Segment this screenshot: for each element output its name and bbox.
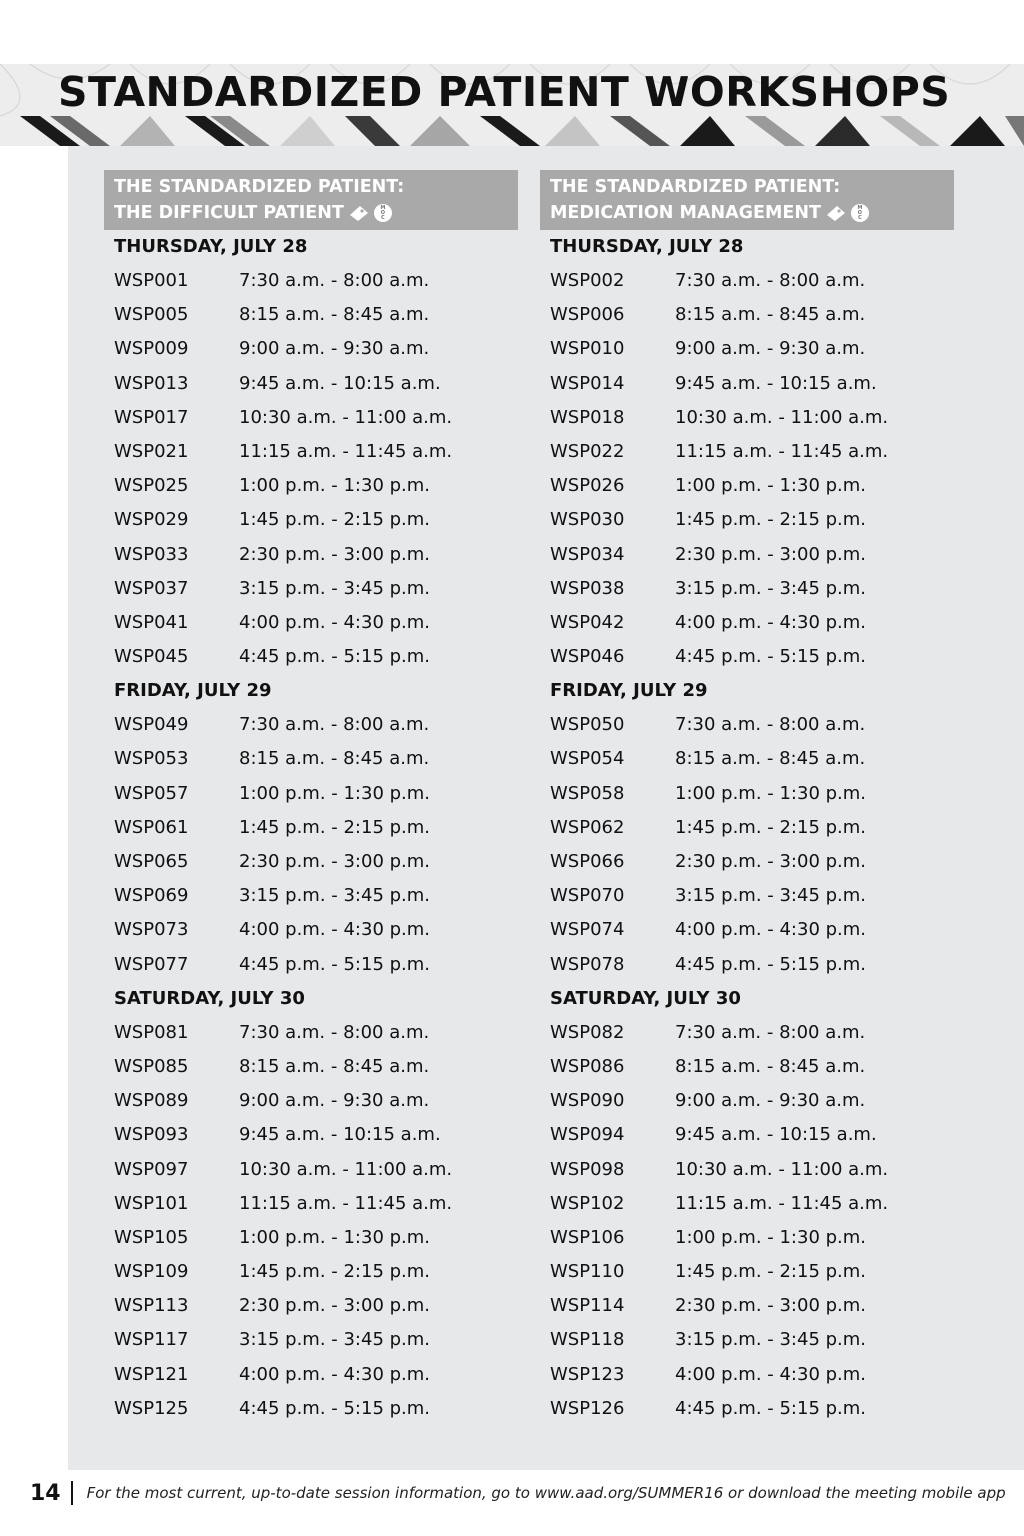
session-row: [104, 298, 518, 332]
session-row: [104, 1153, 518, 1187]
session-row: [540, 708, 954, 742]
session-row: [540, 811, 954, 845]
session-code: WSP033: [114, 543, 189, 565]
session-code: WSP089: [114, 1090, 189, 1112]
session-time: 7:30 a.m. - 8:00 a.m.: [675, 1021, 866, 1043]
session-time: 2:30 p.m. - 3:00 p.m.: [675, 543, 867, 565]
session-code: WSP009: [114, 338, 189, 360]
session-code: WSP013: [114, 372, 189, 394]
session-row: [104, 264, 518, 298]
session-time: 2:30 p.m. - 3:00 p.m.: [239, 851, 431, 872]
session-row: [540, 332, 954, 366]
session-row: [104, 879, 518, 913]
session-row: [104, 367, 518, 401]
session-time: 11:15 a.m. - 11:45 a.m.: [239, 440, 453, 462]
moc-badge-icon: M O C: [851, 204, 869, 222]
session-code: WSP069: [114, 885, 189, 907]
session-row: [540, 538, 954, 572]
session-row: [540, 1323, 954, 1357]
session-time: 1:00 p.m. - 1:30 p.m.: [675, 1226, 867, 1248]
session-time: 1:45 p.m. - 2:15 p.m.: [675, 816, 867, 838]
session-row: [540, 948, 954, 982]
session-row: [104, 811, 518, 845]
session-time: 2:30 p.m. - 3:00 p.m.: [675, 1295, 867, 1317]
moc-badge-icon: M O C: [374, 204, 392, 222]
session-code: WSP074: [550, 919, 625, 941]
session-row: [104, 1358, 518, 1392]
schedule-list: [540, 230, 954, 1426]
session-row: [104, 742, 518, 776]
session-code: WSP022: [550, 440, 625, 462]
session-row: [540, 298, 954, 332]
session-time: 1:45 p.m. - 2:15 p.m.: [239, 509, 431, 531]
session-row: [540, 742, 954, 776]
session-time: 11:15 a.m. - 11:45 a.m.: [239, 1192, 453, 1214]
session-time: 1:00 p.m. - 1:30 p.m.: [239, 475, 431, 497]
session-code: WSP106: [550, 1226, 625, 1248]
session-time: 2:30 p.m. - 3:00 p.m.: [675, 851, 867, 872]
ticket-icon: [825, 205, 847, 221]
session-time: 3:15 p.m. - 3:45 p.m.: [675, 885, 867, 907]
session-code: WSP121: [114, 1363, 189, 1385]
session-time: 1:45 p.m. - 2:15 p.m.: [675, 1261, 867, 1283]
session-row: [104, 1221, 518, 1255]
session-code: WSP050: [550, 714, 625, 736]
session-code: WSP105: [114, 1226, 189, 1248]
session-code: WSP014: [550, 372, 625, 394]
session-row: [540, 264, 954, 298]
session-row: [104, 1289, 518, 1323]
session-code: WSP126: [550, 1397, 625, 1419]
session-row: [540, 1255, 954, 1289]
session-code: WSP117: [114, 1329, 189, 1351]
session-row: [540, 913, 954, 947]
session-code: WSP094: [550, 1124, 625, 1146]
session-code: WSP058: [550, 782, 625, 804]
session-row: [104, 845, 518, 879]
session-time: 4:00 p.m. - 4:30 p.m.: [675, 1363, 867, 1385]
session-row: [540, 1118, 954, 1152]
session-code: WSP123: [550, 1363, 625, 1385]
page-footer: [30, 1478, 1006, 1508]
session-code: WSP090: [550, 1090, 625, 1112]
session-time: 3:15 p.m. - 3:45 p.m.: [239, 1329, 431, 1351]
session-code: WSP110: [550, 1261, 625, 1283]
session-row: [540, 1016, 954, 1050]
footer-note: For the most current, up-to-date session information, go to www.aad.org/SUMMER16 or download the meeting mobile app: [86, 1484, 1006, 1502]
session-time: 8:15 a.m. - 8:45 a.m.: [239, 748, 430, 770]
session-row: [540, 1153, 954, 1187]
session-time: 1:45 p.m. - 2:15 p.m.: [239, 1261, 431, 1283]
session-code: WSP017: [114, 406, 189, 428]
session-code: WSP038: [550, 577, 625, 599]
session-row: [104, 1084, 518, 1118]
session-time: 9:00 a.m. - 9:30 a.m.: [239, 1090, 430, 1112]
session-time: 4:45 p.m. - 5:15 p.m.: [239, 646, 431, 668]
session-row: [540, 1050, 954, 1084]
session-time: 7:30 a.m. - 8:00 a.m.: [239, 714, 430, 736]
session-row: [104, 913, 518, 947]
session-code: WSP114: [550, 1295, 625, 1317]
session-time: 7:30 a.m. - 8:00 a.m.: [239, 270, 430, 291]
session-time: 9:45 a.m. - 10:15 a.m.: [239, 372, 441, 394]
session-time: 10:30 a.m. - 11:00 a.m.: [675, 1158, 889, 1180]
session-row: [540, 469, 954, 503]
session-code: WSP125: [114, 1397, 189, 1419]
session-time: 8:15 a.m. - 8:45 a.m.: [239, 1055, 430, 1077]
session-row: [104, 606, 518, 640]
session-code: WSP082: [550, 1021, 625, 1043]
session-time: 8:15 a.m. - 8:45 a.m.: [239, 304, 430, 326]
session-row: [104, 1392, 518, 1426]
session-code: WSP098: [550, 1158, 625, 1180]
session-time: 11:15 a.m. - 11:45 a.m.: [675, 1192, 889, 1214]
session-time: 9:45 a.m. - 10:15 a.m.: [239, 1124, 441, 1146]
session-row: [540, 1358, 954, 1392]
session-row: [104, 1016, 518, 1050]
session-code: WSP085: [114, 1055, 189, 1077]
session-code: WSP093: [114, 1124, 189, 1146]
session-code: WSP002: [550, 270, 625, 291]
session-row: [540, 1221, 954, 1255]
session-code: WSP029: [114, 509, 189, 531]
session-code: WSP021: [114, 440, 189, 462]
session-row: [540, 503, 954, 537]
column-header: [104, 170, 518, 230]
column-medication-management: [540, 170, 954, 1426]
column-header: [540, 170, 954, 230]
session-code: WSP034: [550, 543, 625, 565]
session-time: 4:45 p.m. - 5:15 p.m.: [675, 646, 867, 668]
header-line-2: THE DIFFICULT PATIENT: [114, 203, 344, 223]
day-heading: FRIDAY, JULY 29: [550, 680, 708, 702]
session-time: 3:15 p.m. - 3:45 p.m.: [675, 1329, 867, 1351]
session-row: [540, 1392, 954, 1426]
session-time: 4:45 p.m. - 5:15 p.m.: [239, 953, 431, 975]
session-code: WSP054: [550, 748, 625, 770]
session-row: [104, 640, 518, 674]
page-title: STANDARDIZED PATIENT WORKSHOPS: [58, 68, 951, 116]
session-time: 8:15 a.m. - 8:45 a.m.: [675, 1055, 866, 1077]
header-line-1: THE STANDARDIZED PATIENT:: [114, 177, 405, 197]
session-row: [104, 1050, 518, 1084]
session-code: WSP049: [114, 714, 189, 736]
session-code: WSP053: [114, 748, 189, 770]
page-number: 14: [30, 1480, 61, 1506]
session-time: 4:00 p.m. - 4:30 p.m.: [239, 1363, 431, 1385]
column-difficult-patient: [104, 170, 518, 1426]
session-row: [104, 572, 518, 606]
session-code: WSP065: [114, 851, 189, 872]
session-code: WSP018: [550, 406, 625, 428]
session-time: 2:30 p.m. - 3:00 p.m.: [239, 1295, 431, 1317]
session-code: WSP010: [550, 338, 625, 360]
session-row: [104, 708, 518, 742]
session-code: WSP077: [114, 953, 189, 975]
session-row: [540, 606, 954, 640]
session-time: 11:15 a.m. - 11:45 a.m.: [675, 440, 889, 462]
session-time: 10:30 a.m. - 11:00 a.m.: [239, 1158, 453, 1180]
session-time: 7:30 a.m. - 8:00 a.m.: [675, 270, 866, 291]
session-row: [540, 879, 954, 913]
session-time: 1:00 p.m. - 1:30 p.m.: [675, 475, 867, 497]
session-row: [540, 1084, 954, 1118]
session-row: [540, 367, 954, 401]
session-time: 1:00 p.m. - 1:30 p.m.: [239, 782, 431, 804]
session-time: 2:30 p.m. - 3:00 p.m.: [239, 543, 431, 565]
session-row: [540, 1187, 954, 1221]
session-time: 4:45 p.m. - 5:15 p.m.: [675, 1397, 867, 1419]
day-heading: THURSDAY, JULY 28: [550, 236, 744, 257]
session-time: 9:00 a.m. - 9:30 a.m.: [239, 338, 430, 360]
session-code: WSP001: [114, 270, 189, 291]
session-time: 4:45 p.m. - 5:15 p.m.: [239, 1397, 431, 1419]
session-time: 9:00 a.m. - 9:30 a.m.: [675, 338, 866, 360]
session-time: 3:15 p.m. - 3:45 p.m.: [675, 577, 867, 599]
session-code: WSP078: [550, 953, 625, 975]
footer-divider: [71, 1481, 73, 1505]
session-row: [104, 469, 518, 503]
header-line-1: THE STANDARDIZED PATIENT:: [550, 177, 841, 197]
session-row: [540, 1289, 954, 1323]
session-time: 1:45 p.m. - 2:15 p.m.: [239, 816, 431, 838]
session-row: [540, 572, 954, 606]
session-code: WSP057: [114, 782, 189, 804]
session-time: 3:15 p.m. - 3:45 p.m.: [239, 885, 431, 907]
session-row: [540, 845, 954, 879]
session-code: WSP097: [114, 1158, 189, 1180]
session-time: 7:30 a.m. - 8:00 a.m.: [239, 1021, 430, 1043]
day-heading: FRIDAY, JULY 29: [114, 680, 272, 702]
session-row: [104, 948, 518, 982]
session-row: [104, 1187, 518, 1221]
session-code: WSP046: [550, 646, 625, 668]
session-time: 9:45 a.m. - 10:15 a.m.: [675, 372, 877, 394]
session-code: WSP005: [114, 304, 189, 326]
session-code: WSP041: [114, 611, 189, 633]
session-code: WSP073: [114, 919, 189, 941]
session-time: 4:00 p.m. - 4:30 p.m.: [675, 611, 867, 633]
session-row: [540, 640, 954, 674]
session-code: WSP042: [550, 611, 625, 633]
session-time: 7:30 a.m. - 8:00 a.m.: [675, 714, 866, 736]
session-time: 8:15 a.m. - 8:45 a.m.: [675, 748, 866, 770]
session-row: [540, 435, 954, 469]
session-row: [104, 538, 518, 572]
session-code: WSP061: [114, 816, 189, 838]
session-code: WSP113: [114, 1295, 189, 1317]
session-time: 3:15 p.m. - 3:45 p.m.: [239, 577, 431, 599]
session-time: 9:00 a.m. - 9:30 a.m.: [675, 1090, 866, 1112]
session-code: WSP030: [550, 509, 625, 531]
session-code: WSP066: [550, 851, 625, 872]
session-time: 8:15 a.m. - 8:45 a.m.: [675, 304, 866, 326]
session-code: WSP045: [114, 646, 189, 668]
session-row: [104, 1118, 518, 1152]
session-code: WSP081: [114, 1021, 189, 1043]
session-time: 4:00 p.m. - 4:30 p.m.: [675, 919, 867, 941]
session-code: WSP026: [550, 475, 625, 497]
session-time: 1:45 p.m. - 2:15 p.m.: [675, 509, 867, 531]
day-heading: THURSDAY, JULY 28: [114, 236, 308, 257]
session-row: [104, 401, 518, 435]
session-time: 10:30 a.m. - 11:00 a.m.: [675, 406, 889, 428]
session-time: 4:00 p.m. - 4:30 p.m.: [239, 611, 431, 633]
session-code: WSP062: [550, 816, 625, 838]
session-row: [104, 777, 518, 811]
session-code: WSP118: [550, 1329, 625, 1351]
session-time: 4:45 p.m. - 5:15 p.m.: [675, 953, 867, 975]
session-time: 10:30 a.m. - 11:00 a.m.: [239, 406, 453, 428]
session-row: [540, 777, 954, 811]
session-time: 1:00 p.m. - 1:30 p.m.: [239, 1226, 431, 1248]
session-row: [104, 1255, 518, 1289]
session-row: [540, 401, 954, 435]
ticket-icon: [348, 205, 370, 221]
session-row: [104, 332, 518, 366]
schedule-list: [104, 230, 518, 1426]
session-code: WSP025: [114, 475, 189, 497]
day-heading: SATURDAY, JULY 30: [114, 987, 305, 1009]
session-time: 4:00 p.m. - 4:30 p.m.: [239, 919, 431, 941]
header-line-2: MEDICATION MANAGEMENT: [550, 203, 821, 223]
session-code: WSP102: [550, 1192, 625, 1214]
session-time: 1:00 p.m. - 1:30 p.m.: [675, 782, 867, 804]
session-code: WSP006: [550, 304, 625, 326]
session-code: WSP070: [550, 885, 625, 907]
session-code: WSP109: [114, 1261, 189, 1283]
session-time: 9:45 a.m. - 10:15 a.m.: [675, 1124, 877, 1146]
session-row: [104, 1323, 518, 1357]
day-heading: SATURDAY, JULY 30: [550, 987, 741, 1009]
session-row: [104, 435, 518, 469]
session-row: [104, 503, 518, 537]
session-code: WSP086: [550, 1055, 625, 1077]
session-code: WSP101: [114, 1192, 189, 1214]
session-code: WSP037: [114, 577, 189, 599]
